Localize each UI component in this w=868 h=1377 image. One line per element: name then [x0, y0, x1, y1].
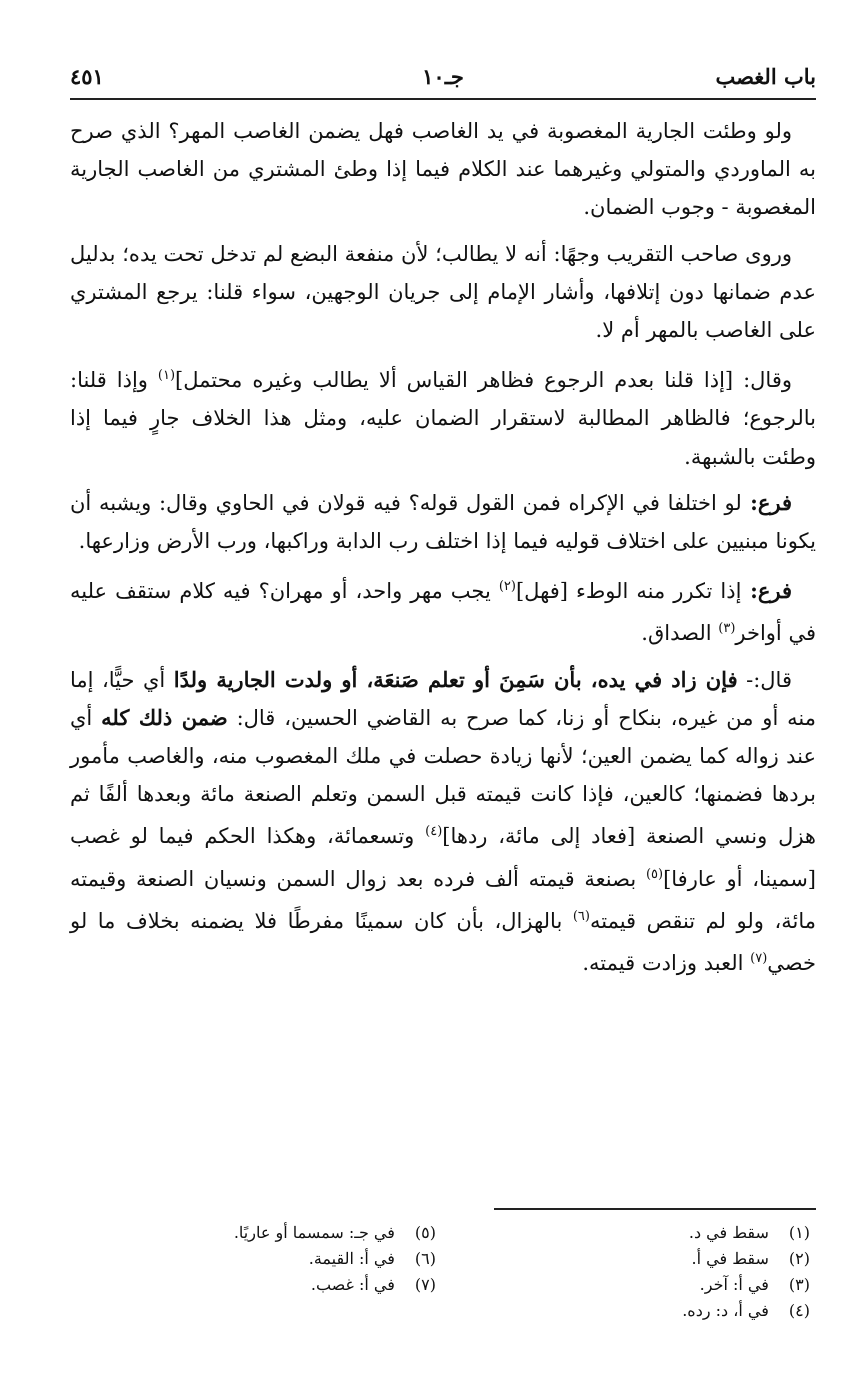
running-header	[70, 58, 816, 98]
page-number: ٤٥١	[70, 64, 104, 89]
text-run: الصداق.	[641, 621, 719, 646]
paragraph	[70, 568, 816, 652]
footnote-number: (٦)	[414, 1249, 436, 1268]
footnote-item	[450, 1220, 810, 1246]
text-run: قال:-	[737, 667, 792, 692]
text-run: يجب مهر واحد، أو مهران؟ فيه كلام ستقف عليه في أواخر	[70, 579, 816, 646]
text-run: بصنعة قيمته ألف فرده بعد زوال السمن ونسيان الصنعة وقيمته مائة، ولو لم تنقص قيمته	[70, 866, 816, 933]
volume-label: جـ١٠	[422, 64, 464, 89]
footnote-number: (٤)	[788, 1301, 810, 1320]
header-rule	[70, 98, 816, 100]
book-page	[70, 58, 816, 1320]
footnote-item	[76, 1220, 436, 1246]
footnote-marker: (١)	[157, 368, 176, 384]
footnotes-left-column	[76, 1220, 436, 1298]
footnote-number: (٧)	[414, 1275, 436, 1294]
paragraph	[70, 112, 816, 227]
footnote-marker: (٧)	[750, 951, 768, 967]
text-run: إذا تكرر منه الوطء [فهل]	[515, 579, 742, 604]
footnote-marker: (٥)	[645, 866, 664, 882]
text-run: العبد وزادت قيمته.	[582, 951, 751, 976]
bold-text: فإن زاد في يده، بأن سَمِنَ أو تعلم صَنعَة، أو ولدت الجارية ولدًا	[173, 666, 738, 692]
footnote-marker: (٢)	[498, 579, 516, 595]
paragraph	[70, 661, 816, 983]
footnote-marker: (٤)	[425, 824, 443, 840]
text-run: أي حيًّا، إما منه أو من غيره، بنكاح أو زنا، كما صرح به القاضي الحسين، قال:	[70, 667, 816, 730]
footnote-text: في أ: آخر.	[699, 1275, 774, 1294]
footnote-number: (٣)	[788, 1275, 810, 1294]
text-run: وتسعمائة، وهكذا الحكم فيما لو غصب [سمينا، أو عارفا]	[70, 824, 816, 891]
footnote-text: سقط في أ.	[691, 1249, 774, 1268]
text-run: أي عند زواله كما يضمن العين؛ لأنها زيادة حصلت في ملك المغصوب منه، والغاصب مأمور بردها فضمنها؛ كالعين، فإذا كانت قيمته قبل السمن وتعلم الصنعة مائة وبعدها ألفًا ثم هزل ونسي الصنعة [فعاد إلى مائة، ردها]	[70, 705, 816, 849]
chapter-title: باب الغصب	[715, 64, 816, 89]
footnote-number: (٢)	[788, 1249, 810, 1268]
bold-text: فرع:	[741, 489, 792, 515]
paragraph	[70, 484, 816, 560]
footnote-item	[76, 1246, 436, 1272]
footnote-marker: (٦)	[572, 908, 590, 924]
footnote-text: في أ، د: رده.	[682, 1301, 774, 1320]
footnote-item	[450, 1246, 810, 1272]
text-run: وقال: [إذا قلنا بعدم الرجوع فظاهر القياس ألا يطالب وغيره محتمل]	[175, 368, 792, 393]
text-run: لو اختلفا في الإكراه فمن القول قوله؟ فيه قولان في الحاوي وقال: ويشبه أن يكونا مبنيين على اختلاف قوليه فيما إذا اختلف رب الدابة وراكبها، ورب الأرض وزارعها.	[70, 490, 816, 554]
footnote-marker: (٣)	[718, 621, 736, 637]
footnotes-right-column	[450, 1220, 810, 1324]
bold-text: فرع:	[741, 578, 792, 604]
text-run: بالهزال، بأن كان سمينًا مفرطًا فلا يضمنه بخلاف ما لو خصي	[70, 908, 816, 976]
main-text	[70, 112, 816, 982]
text-run: وروى صاحب التقريب وجهًا: أنه لا يطالب؛ لأن منفعة البضع لم تدخل تحت يده؛ بدليل عدم ضمانها دون إتلافها، وأشار الإمام إلى جريان الوجهين، سواء قلنا: يرجع المشتري على الغاصب بالمهر أم لا.	[70, 241, 816, 343]
footnote-item	[450, 1272, 810, 1298]
footnote-item	[450, 1298, 810, 1324]
footnote-text: في جـ: سمسما أو عاريًا.	[233, 1223, 400, 1242]
footnote-number: (٥)	[414, 1223, 436, 1242]
footnote-text: في أ: غصب.	[310, 1275, 400, 1294]
text-run: وإذا قلنا: بالرجوع؛ فالظاهر المطالبة لاستقرار الضمان عليه، ومثل هذا الخلاف جارٍ فيما إذا وطئت بالشبهة.	[70, 368, 816, 469]
paragraph	[70, 357, 816, 476]
text-run: ولو وطئت الجارية المغصوبة في يد الغاصب فهل يضمن الغاصب المهر؟ الذي صرح به الماوردي والمتولي وغيرهما عند الكلام فيما إذا وطئ المشتري من الغاصب الجارية المغصوبة - وجوب الضمان.	[70, 119, 816, 220]
footnote-text: سقط في د.	[688, 1223, 774, 1242]
footnote-number: (١)	[788, 1223, 810, 1242]
bold-text: ضمن ذلك كله	[101, 704, 228, 730]
footnote-item	[76, 1272, 436, 1298]
footnote-separator	[494, 1208, 816, 1210]
footnote-text: في أ: القيمة.	[308, 1249, 400, 1268]
paragraph	[70, 235, 816, 350]
